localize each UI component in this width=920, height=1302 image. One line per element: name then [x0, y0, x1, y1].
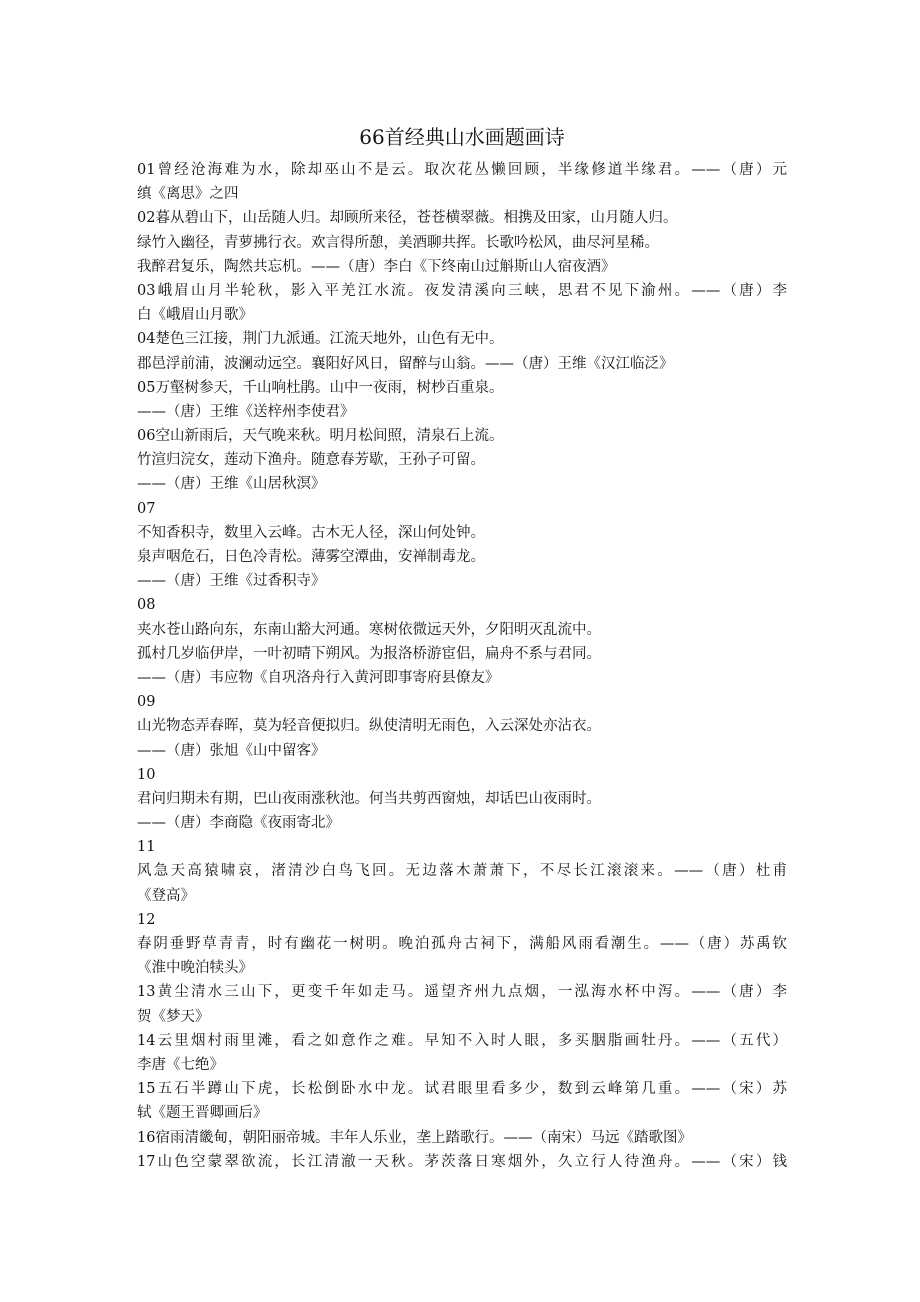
poem-line: ——（唐）李商隐《夜雨寄北》 — [137, 815, 340, 832]
document-page — [137, 0, 787, 1302]
poem-line: 山光物态弄春晖，莫为轻音便拟归。纵使清明无雨色，入云深处亦沾衣。 — [137, 718, 601, 735]
poem-line: 17山色空蒙翠欲流，长江清澈一天秋。茅茨落日寒烟外，久立行人待渔舟。——（宋）钱 — [137, 1153, 787, 1170]
poem-line: 01曾经沧海难为水，除却巫山不是云。取次花丛懒回顾，半缘修道半缘君。——（唐）元 — [137, 162, 787, 178]
poem-line: 缜《离思》之四 — [137, 186, 239, 203]
poem-line: 13黄尘清水三山下，更变千年如走马。遥望齐州九点烟，一泓海水杯中泻。——（唐）李 — [137, 984, 787, 1001]
poem-line: 02暮从碧山下，山岳随人归。却顾所来径，苍苍横翠薇。相携及田家，山月随人归。 — [137, 210, 678, 227]
poem-line: 不知香积寺，数里入云峰。古木无人径，深山何处钟。 — [137, 524, 485, 541]
poem-line: 15五石半蹲山下虎，长松倒卧水中龙。试君眼里看多少，数到云峰第几重。——（宋）苏 — [137, 1081, 787, 1098]
poem-line: 郡邑浮前浦，波澜动远空。襄阳好风日，留醉与山翁。——（唐）王维《汉江临泛》 — [137, 355, 674, 372]
document-title: 66首经典山水画题画诗 — [359, 125, 565, 149]
poem-line: 04楚色三江接，荆门九派通。江流天地外，山色有无中。 — [137, 331, 504, 348]
poem-line: 贺《梦天》 — [137, 1008, 210, 1025]
poem-line: 12 — [137, 911, 156, 928]
poem-line: 我醉君复乐，陶然共忘机。——（唐）李白《下终南山过斛斯山人宿夜酒》 — [137, 258, 616, 275]
poem-line: 绿竹入幽径，青萝拂行衣。欢言得所憩，美酒聊共挥。长歌吟松风，曲尽河星稀。 — [137, 234, 659, 251]
poem-line: 风急天高猿啸哀，渚清沙白鸟飞回。无边落木萧萧下，不尽长江滚滚来。——（唐）杜甫 — [137, 863, 787, 880]
poem-line: 07 — [137, 500, 156, 517]
poem-body — [137, 158, 787, 1174]
poem-line: ——（唐）王维《山居秋溟》 — [137, 476, 326, 493]
poem-line: 09 — [137, 694, 156, 711]
poem-line: 16宿雨清畿甸，朝阳丽帝城。丰年人乐业，垄上踏歌行。——（南宋）马远《踏歌图》 — [137, 1129, 692, 1146]
poem-line: 夹水苍山路向东，东南山豁大河通。寒树依微远天外，夕阳明灭乱流中。 — [137, 621, 601, 638]
poem-line: ——（唐）王维《过香积寺》 — [137, 573, 326, 590]
poem-line: 君问归期未有期，巴山夜雨涨秋池。何当共剪西窗烛，却话巴山夜雨时。 — [137, 790, 601, 807]
poem-line: 10 — [137, 766, 156, 783]
poem-line: ——（唐）王维《送梓州李使君》 — [137, 403, 355, 420]
poem-line: 孤村几岁临伊岸，一叶初晴下朔风。为报洛桥游宦侣，扁舟不系与君同。 — [137, 645, 601, 662]
poem-line: 泉声咽危石，日色冷青松。薄雾空潭曲，安禅制毒龙。 — [137, 549, 485, 565]
poem-line: 轼《题王晋卿画后》 — [137, 1105, 268, 1122]
poem-line: 《登高》 — [137, 887, 195, 904]
poem-line: 08 — [137, 597, 156, 614]
poem-line: 《淮中晚泊犊头》 — [137, 960, 253, 977]
poem-line: 竹渲归浣女，莲动下渔舟。随意春芳歇，王孙子可留。 — [137, 452, 485, 469]
poem-line: 11 — [137, 839, 156, 856]
poem-line: 白《峨眉山月歌》 — [137, 307, 253, 324]
poem-line: 李唐《七绝》 — [137, 1056, 224, 1073]
poem-line: ——（唐）张旭《山中留客》 — [137, 742, 326, 759]
poem-line: 14云里烟村雨里滩，看之如意作之难。早知不入时人眼，多买胭脂画牡丹。——（五代） — [137, 1032, 787, 1049]
poem-line: 05万壑树参天，千山响杜鹃。山中一夜雨，树杪百重泉。 — [137, 379, 504, 396]
poem-line: 06空山新雨后，天气晚来秋。明月松间照，清泉石上流。 — [137, 428, 504, 445]
poem-line: ——（唐）韦应物《自巩洛舟行入黄河即事寄府县僚友》 — [137, 669, 500, 686]
poem-line: 春阴垂野草青青，时有幽花一树明。晚泊孤舟古祠下，满船风雨看潮生。——（唐）苏禹钦 — [137, 936, 787, 952]
poem-line: 03峨眉山月半轮秋，影入平羌江水流。夜发清溪向三峡，思君不见下渝州。——（唐）李 — [137, 282, 787, 299]
